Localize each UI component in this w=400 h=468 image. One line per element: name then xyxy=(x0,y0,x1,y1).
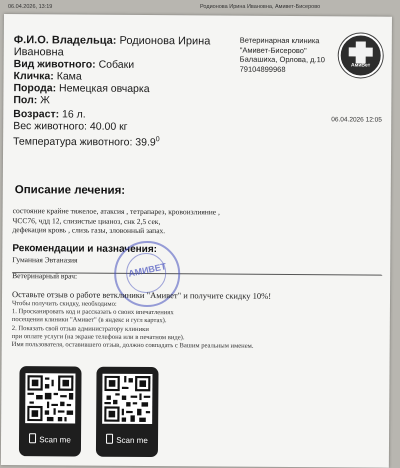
qr-code-icon xyxy=(104,376,150,422)
phone-icon xyxy=(106,434,113,444)
name-label: Кличка: xyxy=(13,70,54,83)
species-field xyxy=(14,58,135,71)
clinic-line2: "Амивет-Бисерово" xyxy=(239,45,307,55)
review-line: Имя пользователя, оставившего отзыв, должно совпадать с Вашим реальным именем. xyxy=(11,341,254,350)
review-instructions xyxy=(12,300,254,351)
document-page xyxy=(1,14,392,468)
review-title: Оставьте отзыв о работе ветклиники "Амивет" и получите скидку 10%! xyxy=(12,289,272,301)
owner-label: Ф.И.О. Владельца: xyxy=(13,34,117,47)
scan-me-label: Scan me xyxy=(19,433,81,444)
review-line: Чтобы получить скидку, необходимо: xyxy=(11,300,117,308)
print-header xyxy=(0,0,400,14)
treatment-line: дефекация кровь , слизь газы, зловонный запах. xyxy=(12,225,166,236)
temperature-field xyxy=(13,133,160,149)
print-datetime: 06.04.2026, 13:19 xyxy=(8,4,53,10)
recommendations-heading: Рекомендации и назначения: xyxy=(12,243,158,256)
sex-value: Ж xyxy=(40,94,50,107)
clinic-phone: 79104899968 xyxy=(239,64,286,74)
logo-cross-horizontal xyxy=(349,47,373,56)
name-field xyxy=(14,70,82,82)
doctor-label: Ветеринарный врач: xyxy=(12,271,78,281)
print-title: Родионова Ирина Ивановна, Амивет-Бисерово xyxy=(200,4,321,10)
record-datetime: 06.04.2026 12:05 xyxy=(331,116,382,124)
treatment-line: состояние крайне тяжелое, атаксия , тетрапарез, кровоизлияние , xyxy=(12,206,220,217)
scan-me-label: Scan me xyxy=(96,434,158,445)
breed-label: Порода: xyxy=(13,82,57,95)
phone-icon xyxy=(29,433,36,443)
treatment-line: ЧСС76, чдд 12, слизистые цианоз, снк 2,5 сек, xyxy=(12,215,161,226)
qr-code-icon xyxy=(27,375,73,421)
sex-label: Пол: xyxy=(13,94,38,107)
clinic-line1: Ветеринарная клиника xyxy=(239,35,320,46)
review-line: при оплате услуги (на экране телефона или в печатном виде). xyxy=(11,332,185,342)
stamp-text: АМИВЕТ xyxy=(127,261,168,279)
age-label: Возраст: xyxy=(13,108,60,121)
species-value: Собаки xyxy=(98,58,135,71)
age-field xyxy=(13,108,85,121)
clinic-logo xyxy=(339,33,383,77)
breed-field xyxy=(13,82,149,95)
owner-value-line1: Родионова Ирина xyxy=(119,34,211,48)
logo-text: АмиВет xyxy=(351,62,371,69)
treatment-text xyxy=(12,206,219,236)
temperature-text: Температура животного: 39.9 xyxy=(13,135,156,149)
clinic-address: Балашиха, Орлова, д.10 xyxy=(239,54,326,65)
review-line: 1. Просканировать код и рассказать о своих впечатлениях xyxy=(11,308,174,317)
sex-field xyxy=(13,94,50,106)
qr-card-yandex[interactable] xyxy=(19,366,82,456)
review-line: посещения клиники "Амивет" (в яндекс и гугл картах). xyxy=(11,316,167,325)
age-value: 16 л. xyxy=(61,108,86,121)
name-value: Кама xyxy=(56,70,82,83)
temperature-degree: 0 xyxy=(155,136,160,144)
species-label: Вид животного: xyxy=(13,58,96,71)
treatment-heading: Описание лечения: xyxy=(14,184,126,197)
weight-field: Вес животного: 40.00 кг xyxy=(13,120,128,133)
recommendations-text: Гуманная Эвтаназия xyxy=(12,255,78,265)
review-line: 2. Показать свой отзыв администратору клиники xyxy=(11,324,149,333)
qr-card-google[interactable] xyxy=(96,367,159,457)
breed-value: Немецкая овчарка xyxy=(59,82,150,96)
owner-value-line2: Ивановна xyxy=(13,46,64,59)
